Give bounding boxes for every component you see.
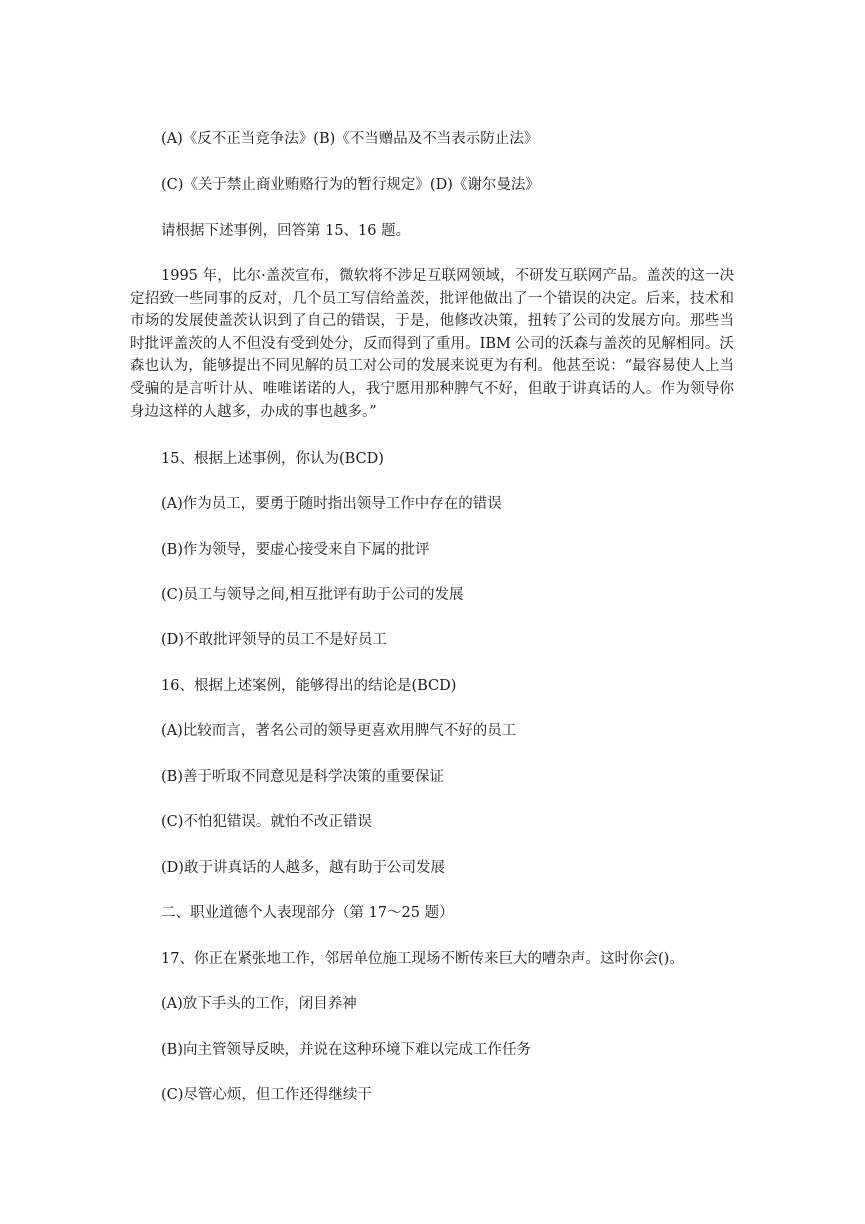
q15-option-c: (C)员工与领导之间,相互批评有助于公司的发展 — [161, 587, 464, 603]
q15-option-d: (D)不敢批评领导的员工不是好员工 — [161, 632, 387, 648]
q15-option-a: (A)作为员工，要勇于随时指出领导工作中存在的错误 — [161, 496, 502, 512]
q17-option-b: (B)向主管领导反映，并说在这种环境下难以完成工作任务 — [161, 1042, 531, 1058]
question-15: 15、根据上述事例，你认为(BCD) — [161, 451, 384, 467]
instruction-line: 请根据下述事例，回答第 15、16 题。 — [161, 223, 411, 239]
question-17: 17、你正在紧张地工作，邻居单位施工现场不断传来巨大的嘈杂声。这时你会()。 — [161, 951, 684, 967]
option-line-c-d: (C)《关于禁止商业贿赂行为的暂行规定》(D)《谢尔曼法》 — [161, 177, 540, 193]
q15-option-b: (B)作为领导，要虚心接受来自下属的批评 — [161, 542, 430, 558]
option-line-a-b: (A)《反不正当竞争法》(B)《不当赠品及不当表示防止法》 — [161, 131, 539, 147]
q16-option-b: (B)善于听取不同意见是科学决策的重要保证 — [161, 769, 444, 785]
q16-option-c: (C)不怕犯错误。就怕不改正错误 — [161, 814, 372, 830]
question-16: 16、根据上述案例，能够得出的结论是(BCD) — [161, 678, 457, 694]
q17-option-c: (C)尽管心烦，但工作还得继续干 — [161, 1087, 372, 1103]
q16-option-d: (D)敢于讲真话的人越多，越有助于公司发展 — [161, 860, 445, 876]
q17-option-a: (A)放下手头的工作，闭目养神 — [161, 996, 357, 1012]
section-heading: 二、职业道德个人表现部分（第 17～25 题） — [161, 905, 454, 921]
q16-option-a: (A)比较而言，著名公司的领导更喜欢用脾气不好的员工 — [161, 723, 517, 739]
case-paragraph: 1995 年，比尔·盖茨宣布，微软将不涉足互联网领域，不研发互联网产品。盖茨的这一决定招致一些同事的反对，几个员工写信给盖茨，批评他做出了一个错误的决定。后来，技术和市场的发展使盖茨认识到了自己的错误，于是，他修改决策，扭转了公司的发展方向。那些当时批评盖茨的人不但没有受到处分，反而得到了重用。IBM 公司的沃森与盖茨的见解相同。沃森也认为，能够提出不同见解的员工对公司的发展来说更为有利。他甚至说：“最容易使人上当受骗的是言听计从、唯唯诺诺的人，我宁愿用那种脾气不好，但敢于讲真话的人。作为领导你身边这样的人越多，办成的事也越多。” — [130, 268, 734, 420]
